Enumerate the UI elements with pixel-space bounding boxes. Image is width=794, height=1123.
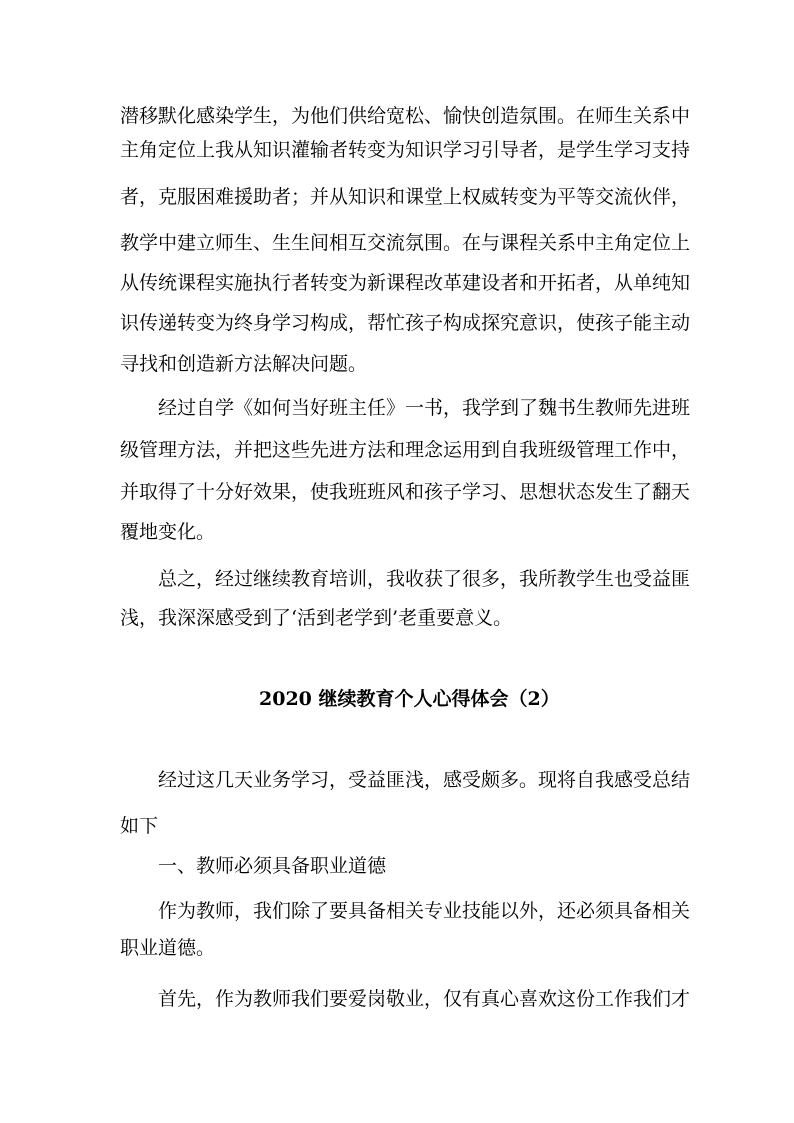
paragraph-line: 经过自学《如何当好班主任》一书，我学到了魏书生教师先进班 xyxy=(158,397,691,419)
section-title: 2020 继续教育个人心得体会（2） xyxy=(259,688,560,710)
paragraph-line: 总之，经过继续教育培训，我收获了很多，我所教学生也受益匪 xyxy=(158,568,691,590)
paragraph-line: 主角定位上我从知识灌输者转变为知识学习引导者，是学生学习支持 xyxy=(120,139,691,161)
paragraph-line: 者，克服困难援助者；并从知识和课堂上权威转变为平等交流伙伴， xyxy=(120,186,691,208)
paragraph-line: 潜移默化感染学生，为他们供给宽松、愉快创造氛围。在师生关系中 xyxy=(120,105,691,127)
paragraph-line: 识传递转变为终身学习构成，帮忙孩子构成探究意识，使孩子能主动 xyxy=(120,312,691,334)
paragraph-line: 首先，作为教师我们要爱岗敬业，仅有真心喜欢这份工作我们才 xyxy=(158,988,691,1010)
paragraph-line: 级管理方法，并把这些先进方法和理念运用到自我班级管理工作中， xyxy=(120,439,691,461)
paragraph-line: 职业道德。 xyxy=(120,937,216,959)
paragraph-line: 寻找和创造新方法解决问题。 xyxy=(120,353,368,375)
paragraph-line: 教学中建立师生、生生间相互交流氛围。在与课程关系中主角定位上 xyxy=(120,232,691,254)
paragraph-line: 并取得了十分好效果，使我班班风和孩子学习、思想状态发生了翻天 xyxy=(120,481,691,503)
paragraph-line: 作为教师，我们除了要具备相关专业技能以外，还必须具备相关 xyxy=(158,900,691,922)
paragraph-line: 经过这几天业务学习，受益匪浅，感受颇多。现将自我感受总结 xyxy=(158,769,691,791)
paragraph-line: 浅，我深深感受到了‘活到老学到’老重要意义。 xyxy=(120,607,513,629)
paragraph-line: 一、教师必须具备职业道德 xyxy=(158,855,387,877)
paragraph-line: 如下 xyxy=(120,815,159,837)
paragraph-line: 覆地变化。 xyxy=(120,521,216,543)
paragraph-line: 从传统课程实施执行者转变为新课程改革建设者和开拓者，从单纯知 xyxy=(120,272,691,294)
